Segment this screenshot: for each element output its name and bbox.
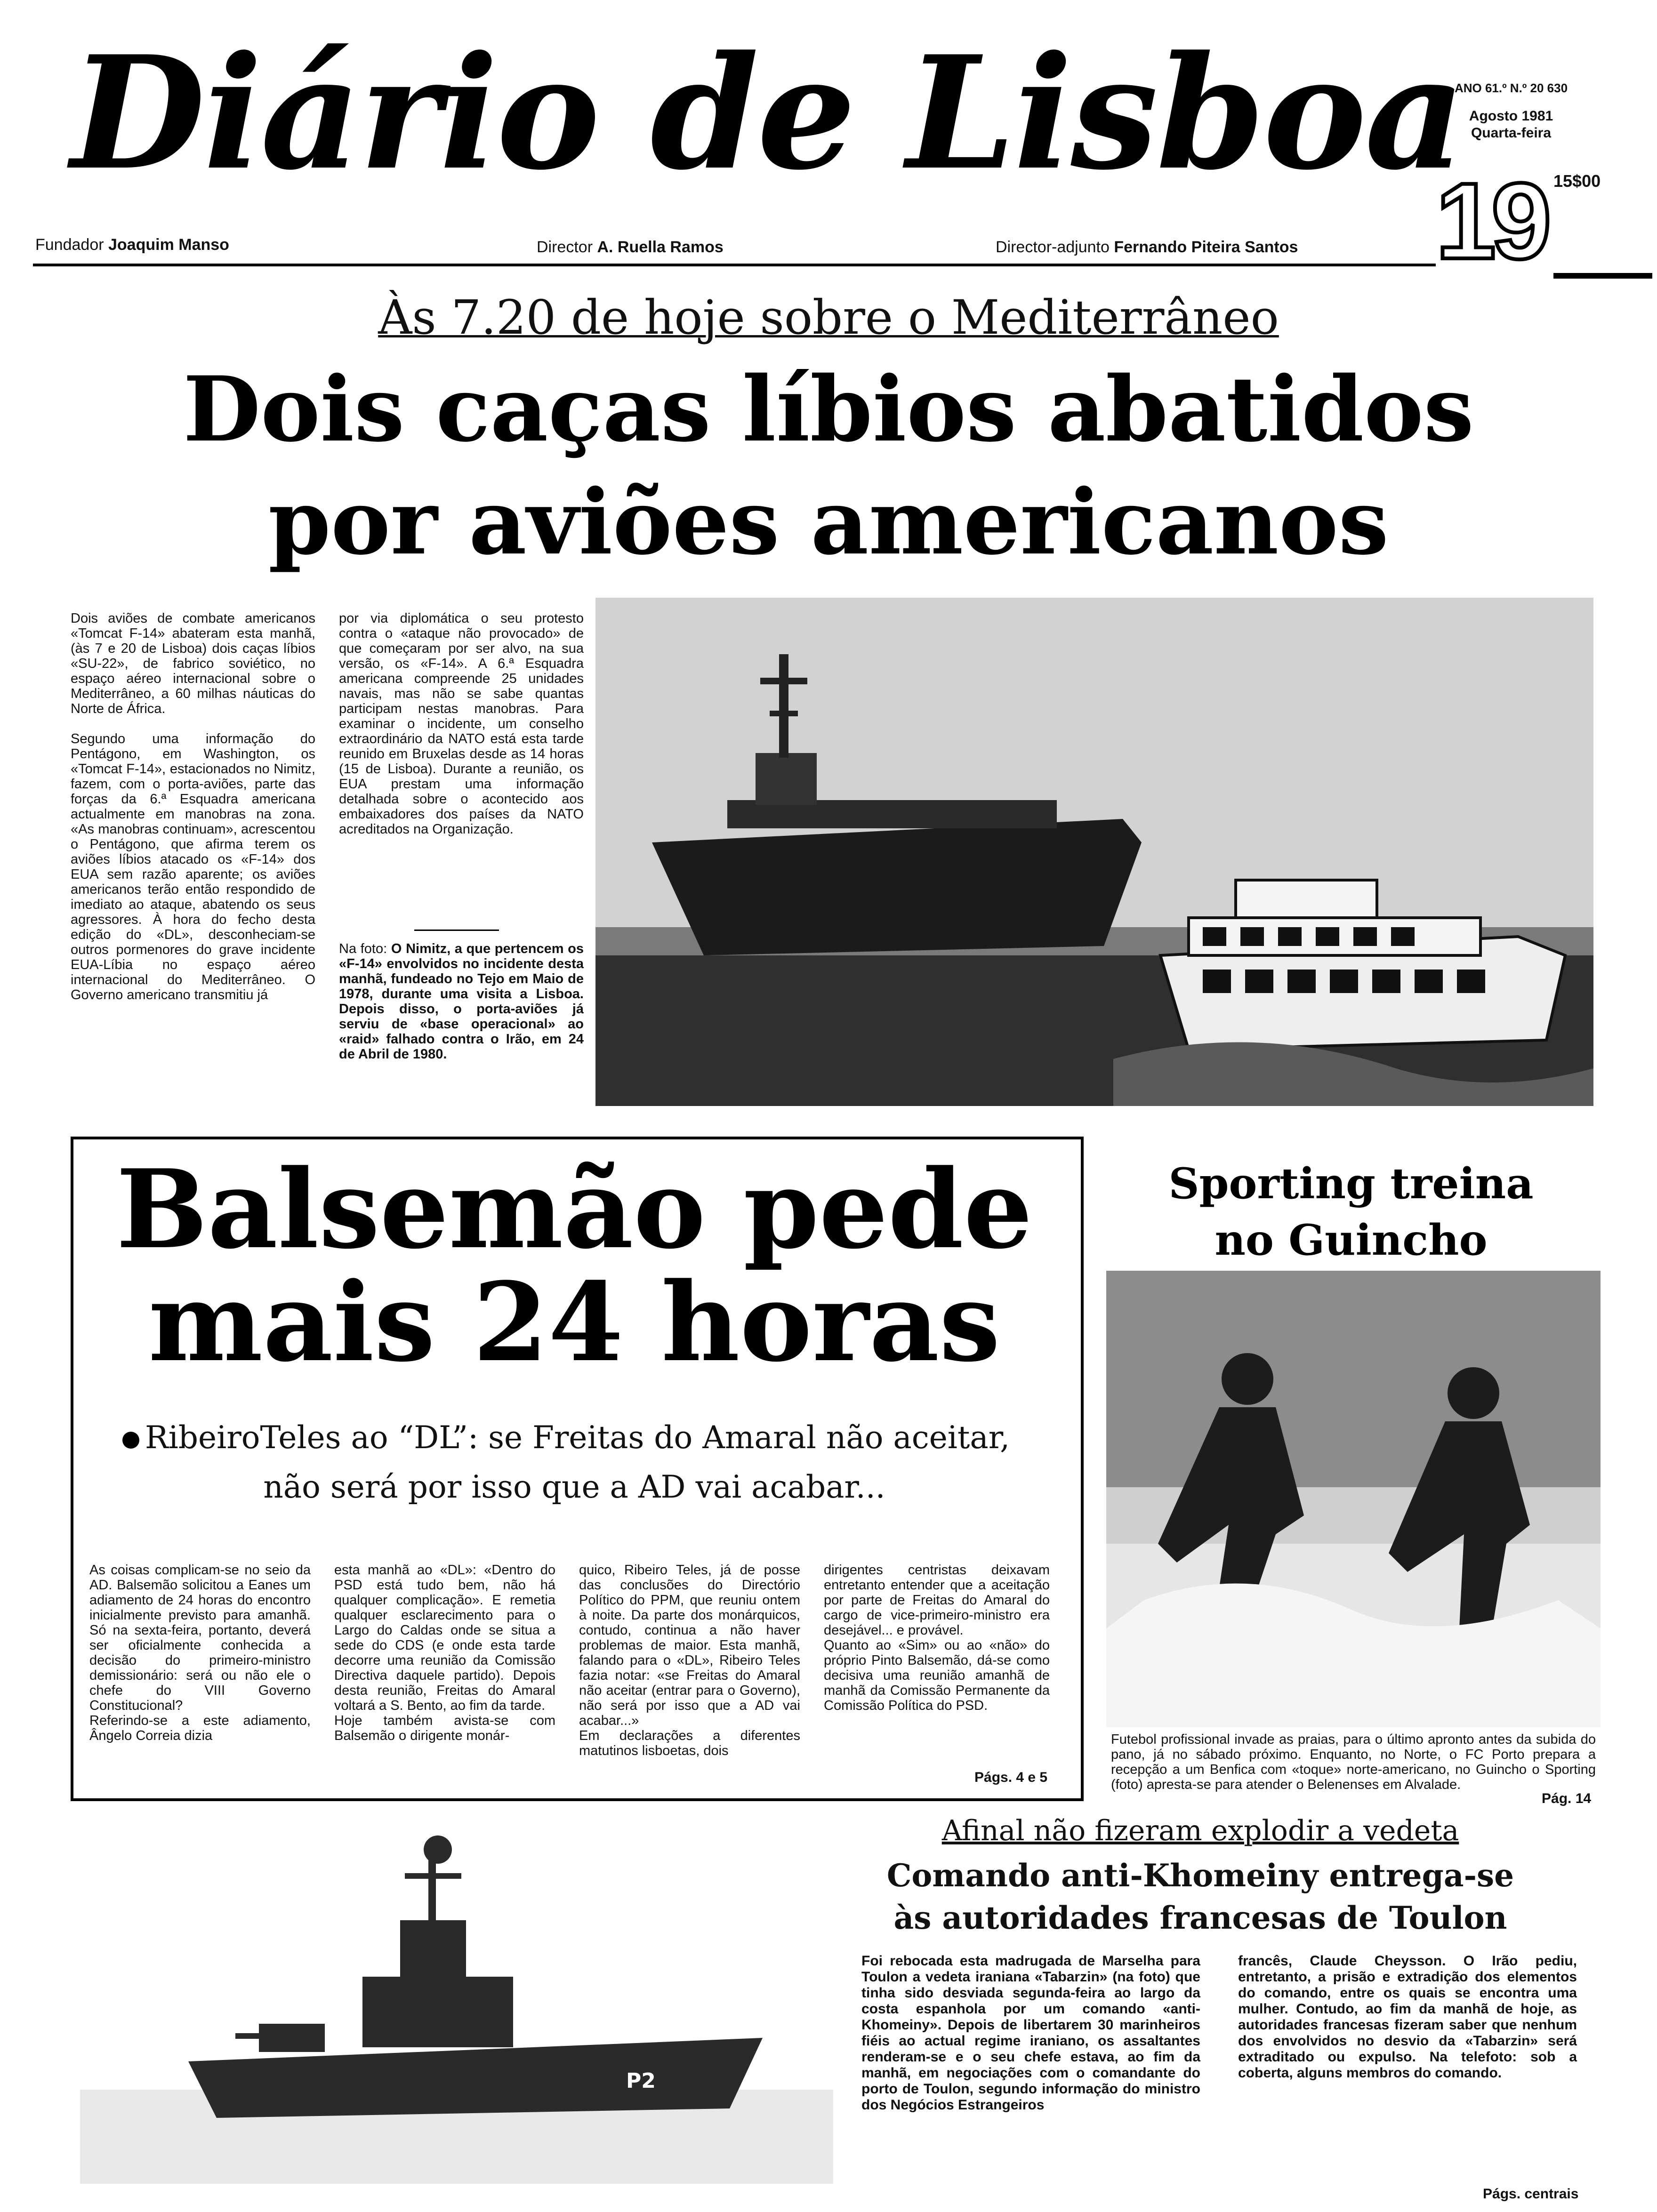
director-label: Director [537, 238, 593, 256]
toulon-kicker: Afinal não fizeram explodir a vedeta [941, 1814, 1459, 1847]
balsemao-page-ref: Págs. 4 e 5 [974, 1770, 1048, 1785]
caption-divider [414, 930, 499, 931]
bullet-icon [122, 1432, 139, 1449]
sporting-caption: Futebol profissional invade as praias, para o último aprontо antes da subida do pano, já no sábado próximo. Enquanto, no Norte, o FC Porto prepara a recepção a um Benfica com «toque» norte-americano, no Guincho o Sporting (foto) apresta-se para atender o Belenenses em Alvalade. [1111, 1732, 1600, 1792]
staff-director [537, 238, 724, 256]
tabarzin-illustration [80, 1817, 833, 2184]
balsemao-headline-line2: mais 24 horas [148, 1259, 1000, 1386]
sporting-illustration [1106, 1271, 1601, 1727]
nimitz-illustration [595, 598, 1593, 1106]
balsemao-column-2: esta manhã ao «DL»: «Dentro do PSD está tudo bem, não há qualquer complicação». E remetia qualquer esclarecimento para o Largo do Caldas onde se situa a sede do CDS (e onde esta tarde decorre uma reunião da Comissão Directiva daquele partido). Depois desta reunião, Freitas do Amaral voltará a S. Bento, ao fim da tarde. Hoje também avista-se com Balsemão o dirigente monár- [334, 1563, 555, 1743]
sporting-headline-line1: Sporting treina [1168, 1159, 1534, 1209]
lead-column-1: Dois aviões de combate americanos «Tomcat F-14» abateram esta manhã, (às 7 e 20 de Lisboa) dois caças líbios «SU-22», de fabrico soviético, no espaço aéreo internacional sobre o Mediterrâneo, a 60 milhas náuticas do Norte de África. Segundo uma informação do Pentágono, em Washington, os «Tomcat F-14», estacionados no Nimitz, fazem, com o porta-aviões, parte das forças da 6.ª Esquadra americana actualmente em manobras na zona. «As manobras continuam», acrescentou o Pentágono, que afirma terem os aviões líbios atacado os «F-14» dos EUA sem razão aparente; os aviões americanos terão então respondido de imediato ao ataque, abatendo os seus agressores. À hora do fecho desta edição do «DL», desconheciam-se outros pormenores do grave incidente EUA-Líbia no espaço aéreo internacional do Mediterrâneo. O Governo americano transmitiu já [71, 611, 315, 1002]
lead-column-2: por via diplomática o seu protesto contra o «ataque não provocado» de que começaram por ser alvo, na sua versão, os «F-14». A 6.ª Esquadra americana compreende 25 unidades navais, mas não se sabe quantas participam nestas manobras. Para examinar o incidente, um conselho extraordinário da NATO está esta tarde reunido em Bruxelas desde as 14 horas (15 de Lisboa). Durante a reunião, os EUA prestam uma informação detalhada sobre o acontecido aos embaixadores dos países da NATO acreditados na Organização. [339, 611, 588, 837]
masthead-rule [33, 264, 1436, 266]
sporting-photo [1106, 1271, 1601, 1727]
balsemao-deck-line2: não será por isso que a AD vai acabar... [263, 1469, 885, 1505]
caption-text: O Nimitz, a que pertencem os «F-14» envolvidos no incidente desta manhã, fundeado no Tejo em Maio de 1978, durante uma visita a Lisboa. Depois disso, o porta-aviões já serviu de «base operacional» ao «raid» falhado contra o Irão, em 24 de Abril de 1980. [339, 941, 584, 1062]
balsemao-column-3: quico, Ribeiro Teles, já de posse das conclusões do Directório Político do PPM, que reuniu ontem à noite. Da parte dos monárquicos, contudo, continua a não haver problemas de maior. Esta manhã, falando para o «DL», Ribeiro Teles fazia notar: «se Freitas do Amaral não aceitar (entrar para o Governo), não será por isso que a AD vai acabar...» Em declarações a diferentes matutinos lisboetas, dois [579, 1563, 800, 1758]
issue-weekday: Quarta-feira [1471, 125, 1552, 141]
sporting-page-ref: Pág. 14 [1542, 1791, 1592, 1806]
lead-photo-caption [339, 941, 584, 1062]
founder-label: Fundador [35, 236, 104, 254]
day-underline [1553, 273, 1652, 279]
deputy-name: Fernando Piteira Santos [1114, 238, 1298, 256]
toulon-headline-line2: às autoridades francesas de Toulon [893, 1899, 1507, 1936]
lead-kicker: Às 7.20 de hoje sobre o Mediterrâneo [378, 290, 1279, 345]
issue-day: 19 [1436, 160, 1547, 281]
founder-name: Joaquim Manso [108, 236, 229, 254]
deck-line1-text: RibeiroTeles ao “DL”: se Freitas do Amaral não aceitar, [145, 1419, 1010, 1456]
issue-date: Agosto 1981 [1469, 108, 1553, 124]
issue-price: 15$00 [1553, 171, 1601, 191]
balsemao-deck-line1 [122, 1419, 1010, 1457]
caption-intro: Na foto: [339, 941, 391, 956]
toulon-page-ref: Págs. centrais [1483, 2186, 1579, 2202]
sporting-headline-line2: no Guincho [1215, 1215, 1488, 1265]
staff-deputy-director [996, 238, 1298, 256]
lead-headline-line2: por aviões americanos [268, 470, 1389, 575]
tabarzin-photo [80, 1817, 833, 2184]
lead-headline-line1: Dois caças líbios abatidos [183, 357, 1474, 462]
issue-number: ANO 61.º N.º 20 630 [1454, 81, 1568, 95]
nimitz-photo [595, 598, 1593, 1106]
boat-label: P2 [626, 2069, 656, 2093]
director-name: A. Ruella Ramos [597, 238, 724, 256]
toulon-column-1: Foi rebocada esta madrugada de Marselha para Toulon a vedeta iraniana «Tabarzin» (na foto) que tinha sido desviada segunda-feira ao largo da costa espanhola por um comando «anti-Khomeiny». Depois de libertarem 30 marinheiros fiéis ao actual regime iraniano, os assaltantes renderam-se e o seu chefe estava, ao fim da manhã, em negociações com o comandante do porto de Toulon, segundo informação do ministro dos Negócios Estrangeiros [861, 1953, 1200, 2113]
masthead-title: Diário de Lisboa [71, 22, 1464, 204]
balsemao-column-1: As coisas complicam-se no seio da AD. Balsemão solicitou a Eanes um adiamento de 24 horas do encontro inicialmente previsto para amanhã. Só na sexta-feira, portanto, deverá ser oficialmente conhecida a decisão do primeiro-ministro demissionário: será ou não ele o chefe do VIII Governo Constitucional? Referindo-se a este adiamento, Ângelo Correia dizia [89, 1563, 311, 1743]
toulon-column-2: francês, Claude Cheysson. O Irão pediu, entretanto, a prisão e extradição dos elementos do comando, entre os quais se encontra uma mulher. Contudo, ao fim da manhã de hoje, as autoridades francesas fizeram saber que nenhum dos envolvidos no desvio da «Tabarzin» será extraditado ou expulso. Na telefoto: sob a coberta, alguns membros do comando. [1238, 1953, 1577, 2081]
balsemao-column-4: dirigentes centristas deixavam entretanto entender que a aceitação por parte de Freitas do Amaral do cargo de vice-primeiro-ministro era desejável... e provável. Quanto ao «Sim» ou ao «não» do próprio Pinto Balsemão, dá-se como decisiva uma reunião amanhã de manhã da Comissão Permanente da Comissão Política do PSD. [824, 1563, 1050, 1713]
deputy-label: Director-adjunto [996, 238, 1110, 256]
staff-founder [35, 235, 229, 254]
toulon-headline-line1: Comando anti-Khomeiny entrega-se [886, 1857, 1514, 1894]
balsemao-headline-line1: Balsemão pede [116, 1146, 1033, 1273]
